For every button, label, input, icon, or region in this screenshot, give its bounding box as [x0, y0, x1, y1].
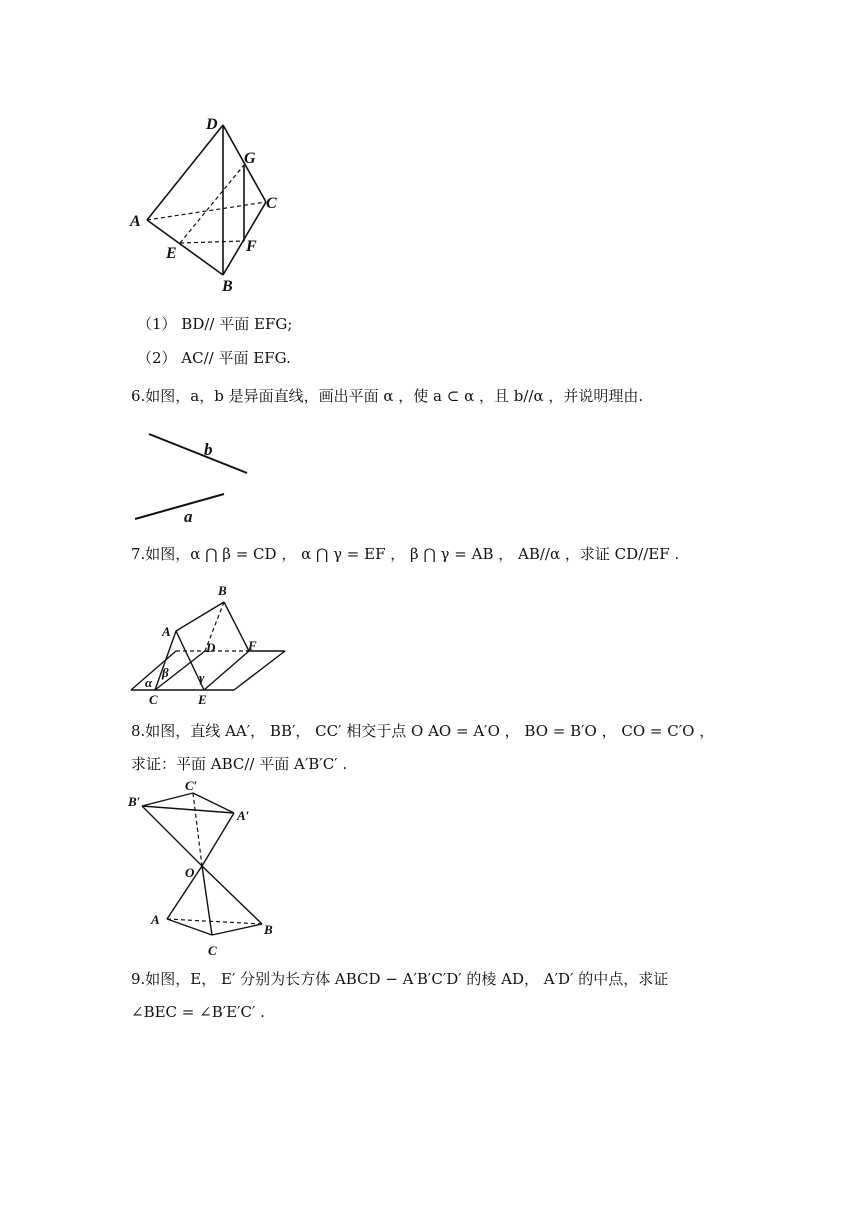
- q7-text: 7.如图，α ⋂ β = CD ， α ⋂ γ = EF ， β ⋂ γ = AB ， AB//α ，求证 CD//EF .: [131, 545, 680, 563]
- label-gamma: γ: [199, 670, 205, 685]
- edge-ac-hidden: [147, 202, 266, 220]
- label-c: C: [266, 195, 277, 212]
- label-a: A: [151, 912, 160, 927]
- edge-b1c1: [142, 793, 193, 806]
- label-a: a: [184, 507, 193, 526]
- edge-ab: [147, 220, 223, 275]
- edge-oc: [202, 866, 212, 935]
- tetrahedron-diagram: [120, 105, 300, 300]
- label-a: A: [162, 624, 171, 639]
- label-c: C: [149, 692, 158, 707]
- edge-ef-hidden: [180, 241, 244, 243]
- label-d: D: [206, 116, 218, 133]
- label-d: D: [206, 640, 216, 655]
- q8-text-line2: 求证：平面 ABC// 平面 A′B′C′ .: [131, 755, 348, 773]
- skew-lines-diagram: [128, 425, 258, 525]
- skew-lines-figure: [128, 425, 258, 525]
- label-alpha: α: [145, 675, 153, 690]
- edge-da: [147, 125, 223, 220]
- label-e: E: [198, 692, 207, 707]
- label-b-prime: B′: [128, 794, 141, 809]
- label-b: B: [218, 583, 227, 598]
- edge-bf: [224, 602, 249, 651]
- q9-text-line1: 9.如图，E， E′ 分别为长方体 ABCD − A′B′C′D′ 的棱 AD， A′D′ 的中点，求证: [131, 970, 669, 988]
- label-a: A: [130, 213, 141, 230]
- line-a: [135, 494, 224, 519]
- label-c-prime: C′: [185, 778, 198, 793]
- symmetric-triangles-diagram: [125, 778, 285, 960]
- edge-cb: [212, 924, 262, 935]
- edge-a1o: [202, 813, 234, 866]
- q9-text-line2: ∠BEC = ∠B′E′C′ .: [131, 1003, 265, 1021]
- q5-item1: （1） BD// 平面 EFG;: [137, 315, 293, 333]
- label-g: G: [244, 150, 256, 167]
- q8-text-line1: 8.如图，直线 AA′， BB′， CC′ 相交于点 O AO = A′O ， BO = B′O ， CO = C′O ，: [131, 722, 715, 740]
- edge-ob: [202, 866, 262, 924]
- label-a-prime: A′: [237, 808, 250, 823]
- edge-c1o-hidden: [193, 793, 202, 866]
- label-b: B: [222, 278, 233, 295]
- label-beta: β: [162, 665, 169, 680]
- q5-item2: （2） AC// 平面 EFG.: [137, 349, 291, 367]
- edge-b1o: [142, 806, 202, 866]
- label-b: b: [204, 440, 213, 459]
- label-f: F: [246, 238, 257, 255]
- tetrahedron-figure: [120, 105, 300, 300]
- edge-ab-hidden: [167, 919, 262, 924]
- line-b: [149, 434, 247, 473]
- edge-b1a1: [142, 806, 234, 813]
- label-b: B: [264, 922, 273, 937]
- label-e: E: [166, 245, 177, 262]
- three-planes-diagram: [128, 580, 293, 710]
- edge-eg-hidden: [180, 165, 244, 243]
- label-f: F: [248, 638, 257, 653]
- label-o: O: [185, 865, 195, 880]
- q6-text: 6.如图，a，b 是异面直线，画出平面 α ，使 a ⊂ α ，且 b//α ，并说明理由.: [131, 387, 644, 405]
- edge-ab: [176, 602, 224, 631]
- symmetric-triangles-figure: [125, 778, 285, 960]
- label-c: C: [208, 943, 217, 958]
- plane-alpha-left: [131, 651, 176, 690]
- three-planes-figure: [128, 580, 293, 710]
